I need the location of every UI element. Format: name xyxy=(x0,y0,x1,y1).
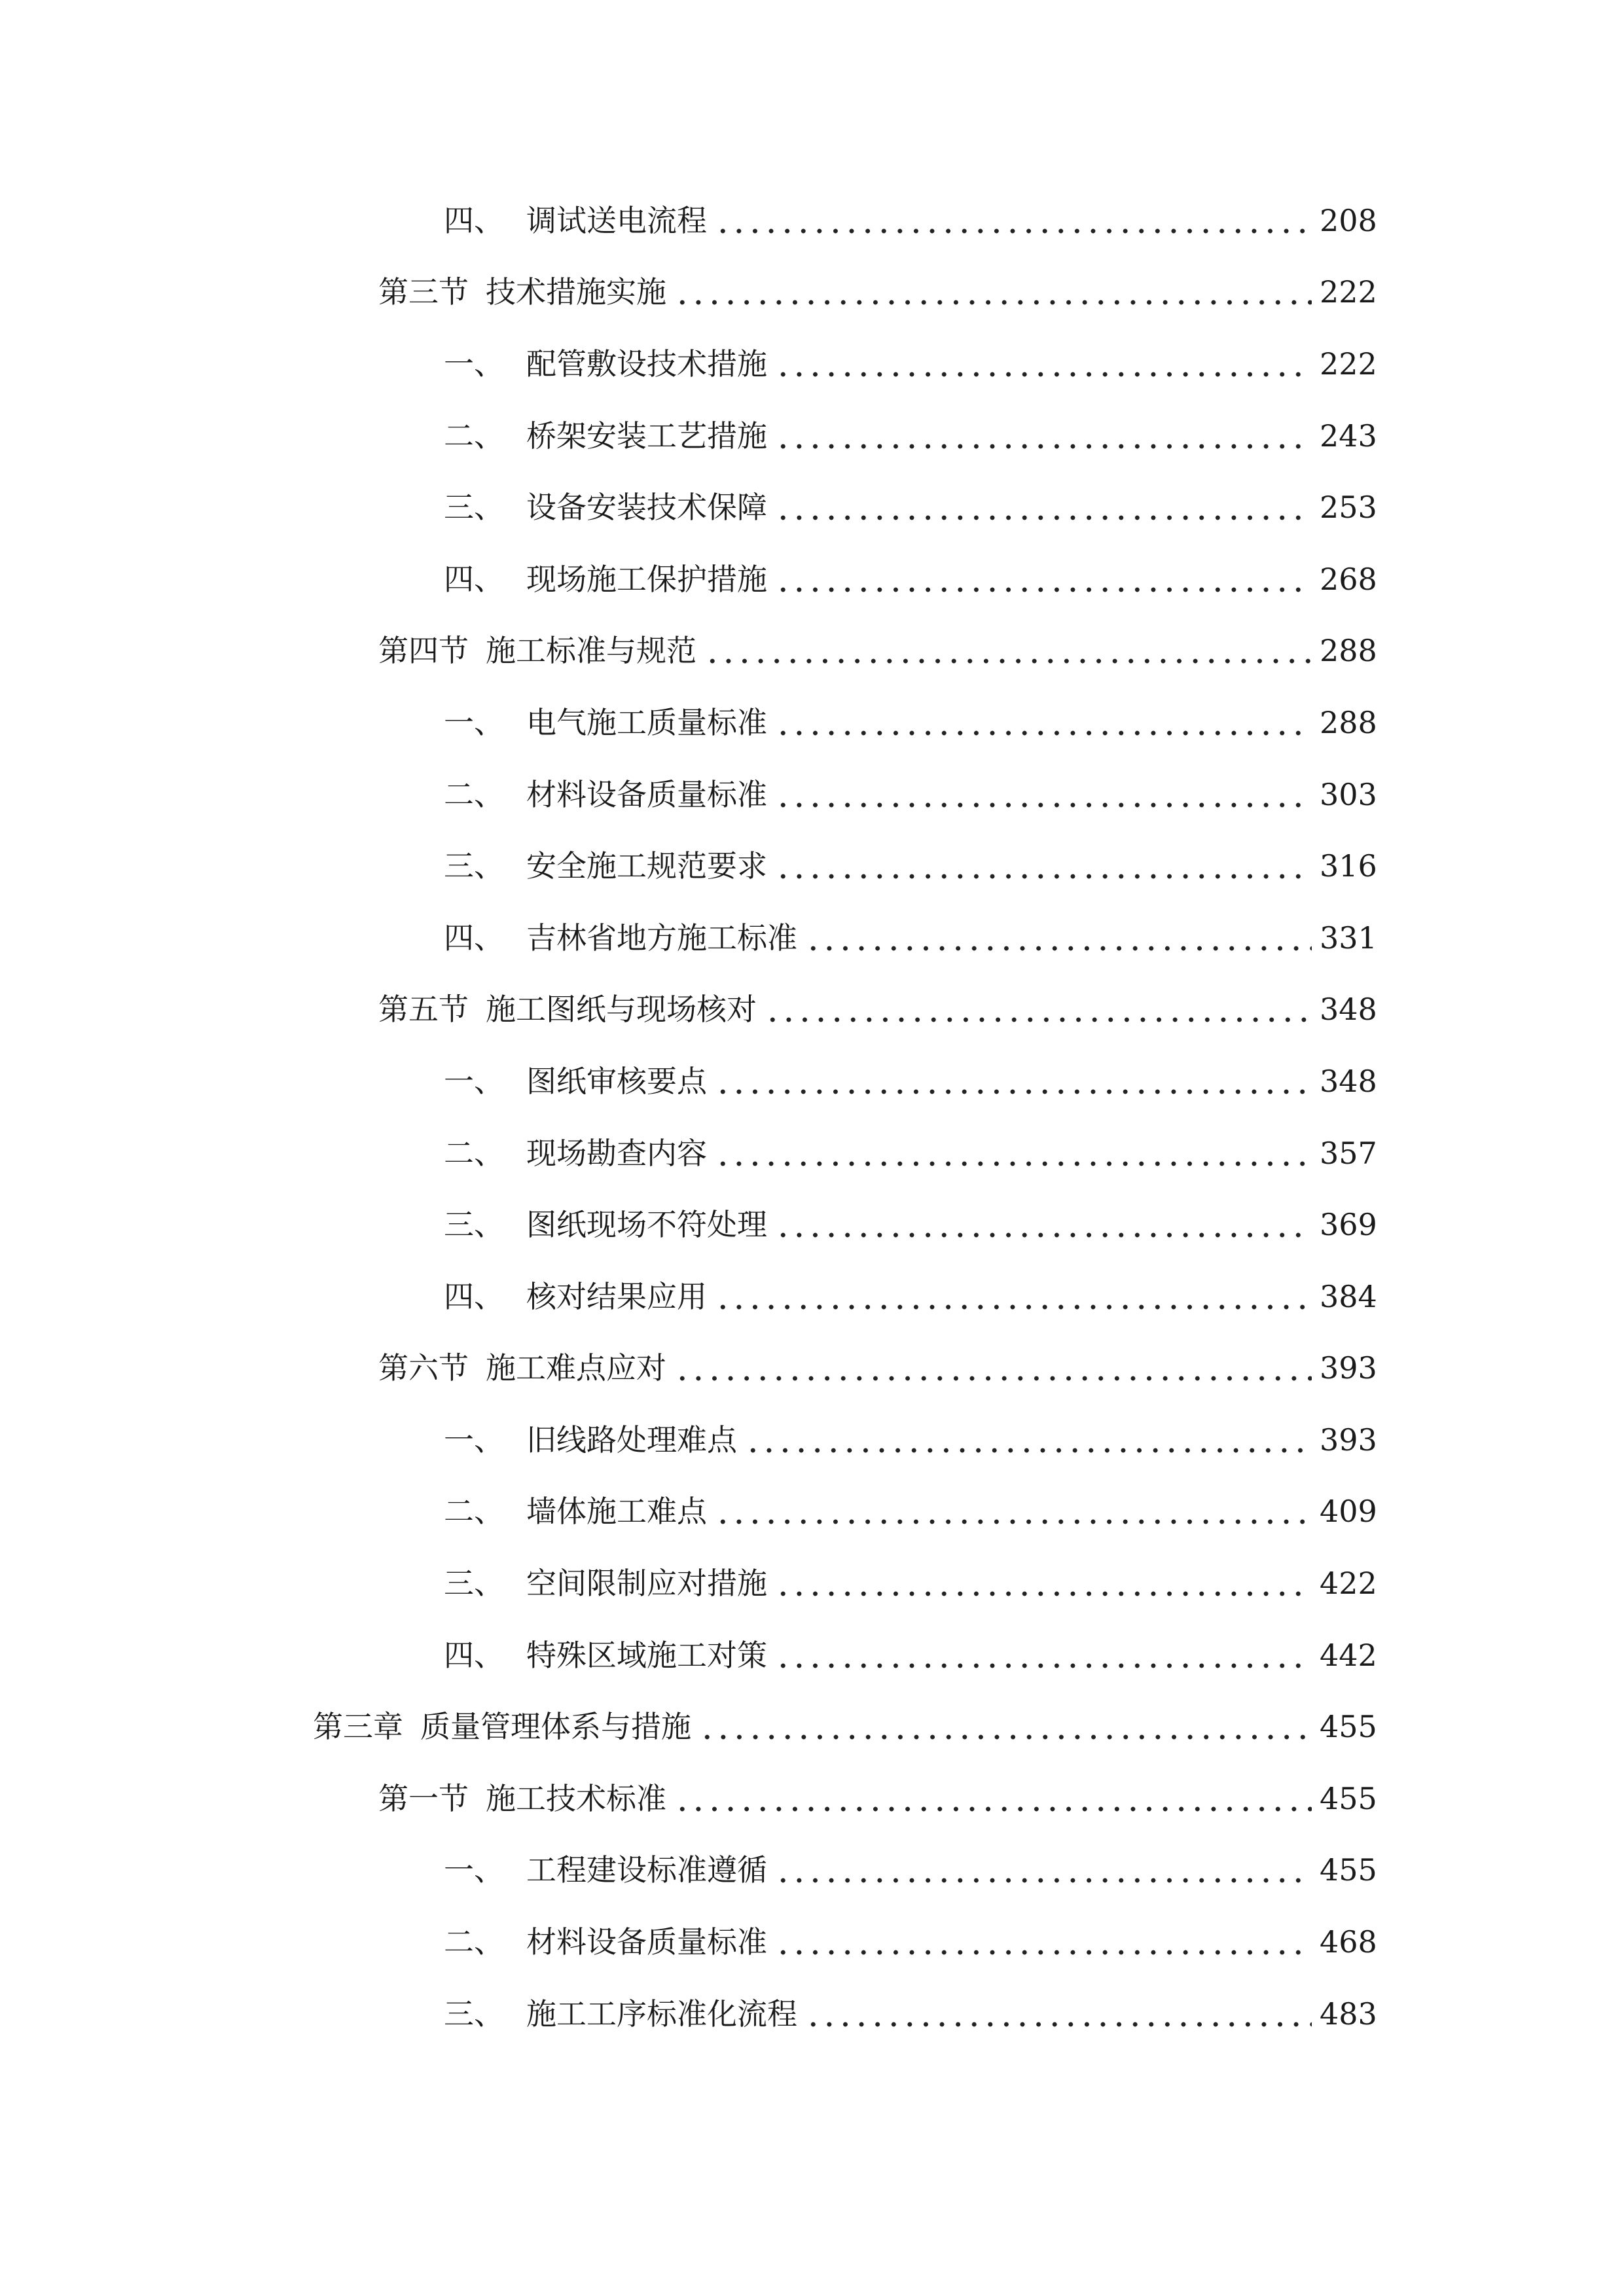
toc-dot-leader xyxy=(775,1205,1312,1244)
toc-entry-title: 墙体施工难点 xyxy=(526,1494,707,1530)
toc-dot-leader xyxy=(715,1062,1312,1101)
toc-entry[interactable] xyxy=(0,974,1624,1046)
toc-entry-number: 三、 xyxy=(444,1566,504,1602)
toc-entry[interactable] xyxy=(0,400,1624,472)
toc-entry-page-number: 331 xyxy=(1320,920,1377,956)
toc-entry[interactable] xyxy=(0,902,1624,974)
toc-entry-title: 施工技术标准 xyxy=(486,1780,666,1816)
toc-entry[interactable] xyxy=(0,830,1624,902)
toc-dot-leader xyxy=(715,1277,1312,1316)
toc-dot-leader xyxy=(715,1492,1312,1531)
toc-entry-number: 一、 xyxy=(444,1422,504,1458)
toc-entry-page-number: 384 xyxy=(1320,1278,1377,1314)
toc-dot-leader xyxy=(775,488,1312,527)
toc-entry-number: 三、 xyxy=(444,490,504,526)
toc-entry-number: 第五节 xyxy=(378,992,469,1028)
toc-entry-page-number: 348 xyxy=(1320,1063,1377,1099)
toc-entry-page-number: 243 xyxy=(1320,418,1377,454)
toc-entry-page-number: 303 xyxy=(1320,776,1377,812)
toc-dot-leader xyxy=(775,416,1312,456)
toc-entry-title: 工程建设标准遵循 xyxy=(526,1852,767,1888)
toc-entry[interactable] xyxy=(0,1476,1624,1548)
toc-entry-number: 第一节 xyxy=(378,1780,469,1816)
toc-entry[interactable] xyxy=(0,471,1624,543)
toc-entry-title: 技术措施实施 xyxy=(486,274,666,310)
toc-entry-number: 四、 xyxy=(444,202,504,238)
toc-entry-page-number: 357 xyxy=(1320,1135,1377,1171)
toc-entry-number: 第六节 xyxy=(378,1350,469,1386)
toc-dot-leader xyxy=(715,1134,1312,1173)
toc-entry-page-number: 288 xyxy=(1320,704,1377,740)
toc-dot-leader xyxy=(775,775,1312,814)
toc-entry-number: 四、 xyxy=(444,1278,504,1314)
toc-entry[interactable] xyxy=(0,759,1624,831)
toc-entry-title: 图纸审核要点 xyxy=(526,1063,707,1099)
toc-entry-number: 四、 xyxy=(444,920,504,956)
toc-entry-title: 吉林省地方施工标准 xyxy=(526,920,797,956)
toc-entry-number: 四、 xyxy=(444,1637,504,1673)
toc-entry-title: 配管敷设技术措施 xyxy=(526,346,767,382)
toc-dot-leader xyxy=(699,1707,1312,1746)
toc-entry-page-number: 369 xyxy=(1320,1207,1377,1243)
toc-entry-title: 现场勘查内容 xyxy=(526,1135,707,1171)
toc-entry-title: 安全施工规范要求 xyxy=(526,848,767,884)
toc-entry-number: 三、 xyxy=(444,848,504,884)
toc-entry-title: 施工工序标准化流程 xyxy=(526,1996,797,2032)
toc-entry-title: 施工标准与规范 xyxy=(486,633,696,669)
toc-entry-number: 二、 xyxy=(444,418,504,454)
toc-entry-page-number: 442 xyxy=(1320,1637,1377,1673)
toc-entry[interactable] xyxy=(0,1691,1624,1763)
toc-dot-leader xyxy=(674,1779,1312,1818)
toc-entry-page-number: 288 xyxy=(1320,633,1377,669)
toc-entry-page-number: 483 xyxy=(1320,1996,1377,2032)
toc-entry-page-number: 253 xyxy=(1320,490,1377,526)
toc-entry-title: 空间限制应对措施 xyxy=(526,1566,767,1602)
toc-entry-page-number: 455 xyxy=(1320,1780,1377,1816)
toc-dot-leader xyxy=(775,560,1312,599)
toc-entry-title: 旧线路处理难点 xyxy=(526,1422,737,1458)
toc-entry-title: 现场施工保护措施 xyxy=(526,561,767,597)
toc-dot-leader xyxy=(775,1564,1312,1603)
toc-entry-title: 电气施工质量标准 xyxy=(526,704,767,740)
toc-entry-title: 施工图纸与现场核对 xyxy=(486,992,757,1028)
toc-entry-title: 核对结果应用 xyxy=(526,1278,707,1314)
toc-entry-page-number: 393 xyxy=(1320,1422,1377,1458)
toc-dot-leader xyxy=(775,1922,1312,1962)
toc-entry[interactable] xyxy=(0,1261,1624,1333)
toc-dot-leader xyxy=(805,1994,1312,2034)
toc-entry-number: 第四节 xyxy=(378,633,469,669)
toc-dot-leader xyxy=(775,1850,1312,1890)
toc-dot-leader xyxy=(775,846,1312,886)
toc-entry[interactable] xyxy=(0,1333,1624,1405)
toc-entry-number: 二、 xyxy=(444,776,504,812)
toc-entry[interactable] xyxy=(0,1404,1624,1476)
table-of-contents xyxy=(0,185,1624,2049)
toc-entry[interactable] xyxy=(0,185,1624,257)
toc-entry-page-number: 468 xyxy=(1320,1924,1377,1960)
toc-entry[interactable] xyxy=(0,1547,1624,1619)
toc-dot-leader xyxy=(775,703,1312,742)
toc-entry-page-number: 268 xyxy=(1320,561,1377,597)
toc-entry-title: 桥架安装工艺措施 xyxy=(526,418,767,454)
toc-entry-title: 调试送电流程 xyxy=(526,202,707,238)
toc-entry-number: 一、 xyxy=(444,1852,504,1888)
toc-entry[interactable] xyxy=(0,1978,1624,2050)
toc-entry[interactable] xyxy=(0,1619,1624,1691)
toc-entry-page-number: 316 xyxy=(1320,848,1377,884)
toc-entry[interactable] xyxy=(0,1835,1624,1907)
toc-entry-page-number: 393 xyxy=(1320,1350,1377,1386)
toc-dot-leader xyxy=(775,1636,1312,1675)
toc-entry-number: 四、 xyxy=(444,561,504,597)
toc-dot-leader xyxy=(674,272,1312,312)
toc-entry-page-number: 222 xyxy=(1320,346,1377,382)
toc-dot-leader xyxy=(765,990,1312,1029)
toc-entry-title: 质量管理体系与措施 xyxy=(420,1709,691,1745)
toc-entry-number: 三、 xyxy=(444,1996,504,2032)
toc-entry-title: 施工难点应对 xyxy=(486,1350,666,1386)
toc-entry-number: 二、 xyxy=(444,1135,504,1171)
toc-entry-number: 二、 xyxy=(444,1494,504,1530)
toc-dot-leader xyxy=(805,918,1312,958)
toc-entry-title: 材料设备质量标准 xyxy=(526,1924,767,1960)
toc-entry[interactable] xyxy=(0,1045,1624,1117)
toc-entry-page-number: 422 xyxy=(1320,1566,1377,1602)
toc-entry-page-number: 409 xyxy=(1320,1494,1377,1530)
toc-entry-number: 三、 xyxy=(444,1207,504,1243)
toc-entry[interactable] xyxy=(0,1763,1624,1835)
toc-entry-title: 设备安装技术保障 xyxy=(526,490,767,526)
toc-entry-number: 一、 xyxy=(444,1063,504,1099)
toc-entry[interactable] xyxy=(0,1117,1624,1189)
toc-entry[interactable] xyxy=(0,615,1624,687)
toc-entry[interactable] xyxy=(0,687,1624,759)
toc-entry-page-number: 455 xyxy=(1320,1709,1377,1745)
toc-dot-leader xyxy=(745,1420,1312,1460)
toc-dot-leader xyxy=(704,631,1312,670)
toc-entry-title: 特殊区域施工对策 xyxy=(526,1637,767,1673)
toc-entry-number: 一、 xyxy=(444,346,504,382)
toc-entry[interactable] xyxy=(0,1906,1624,1978)
toc-dot-leader xyxy=(715,201,1312,240)
toc-entry[interactable] xyxy=(0,328,1624,400)
toc-entry-number: 第三节 xyxy=(378,274,469,310)
toc-entry-title: 材料设备质量标准 xyxy=(526,776,767,812)
toc-entry-page-number: 222 xyxy=(1320,274,1377,310)
toc-entry-number: 一、 xyxy=(444,704,504,740)
toc-entry-page-number: 348 xyxy=(1320,992,1377,1028)
toc-entry-page-number: 455 xyxy=(1320,1852,1377,1888)
toc-entry-title: 图纸现场不符处理 xyxy=(526,1207,767,1243)
toc-entry-number: 第三章 xyxy=(313,1709,403,1745)
toc-entry-page-number: 208 xyxy=(1320,202,1377,238)
toc-entry[interactable] xyxy=(0,543,1624,615)
toc-dot-leader xyxy=(775,344,1312,384)
toc-entry-number: 二、 xyxy=(444,1924,504,1960)
toc-entry[interactable] xyxy=(0,257,1624,329)
toc-dot-leader xyxy=(674,1348,1312,1388)
toc-entry[interactable] xyxy=(0,1189,1624,1261)
